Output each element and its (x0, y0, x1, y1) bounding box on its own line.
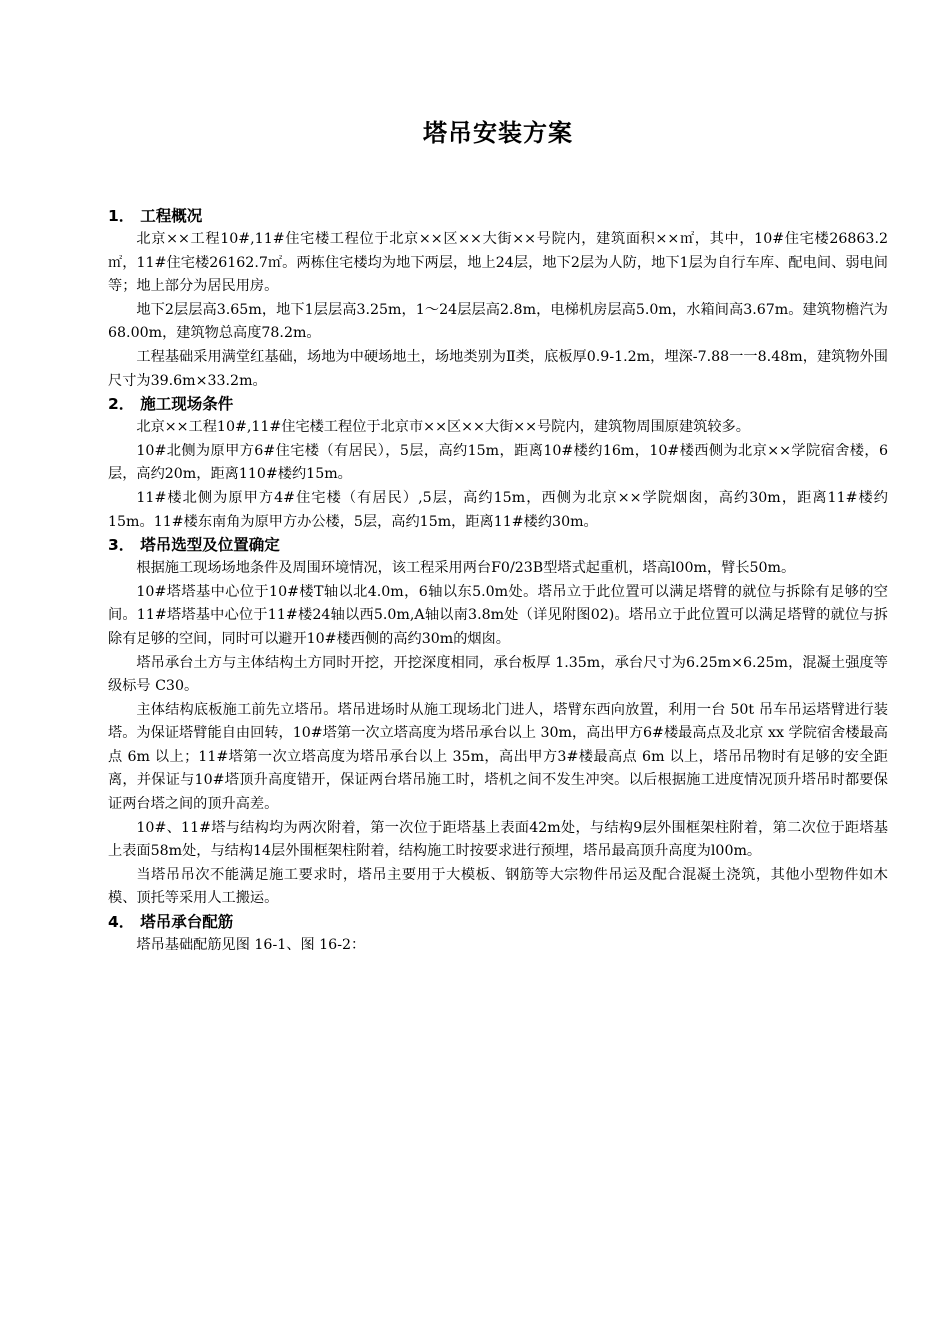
section-number: 2． (108, 395, 135, 414)
section-title: 塔吊选型及位置确定 (140, 536, 280, 555)
paragraph: 塔吊承台土方与主体结构土方同时开挖，开挖深度相同，承台板厚 1.35m，承台尺寸为6.25m×6.25m，混凝土强度等级标号 C30。 (108, 654, 888, 695)
paragraph: 北京××工程10#,11#住宅楼工程位于北京××区××大街××号院内，建筑面积××㎡，其中，10#住宅楼26863.2㎡，11#住宅楼26162.7㎡。两栋住宅楼均为地下两层，地上24层，地下2层为人防，地下1层为自行车库、配电间、弱电间等；地上部分为居民用房。 (108, 231, 888, 295)
paragraph: 10#、11#塔与结构均为两次附着，第一次位于距塔基上表面42m处，与结构9层外围框架柱附着，第二次位于距塔基上表面58m处，与结构14层外围框架柱附着，结构施工时按要求进行预埋，塔吊最高顶升高度为l00m。 (108, 819, 888, 860)
document-title: 塔吊安装方案 (423, 119, 573, 147)
section-heading (108, 205, 888, 228)
section-title: 施工现场条件 (140, 395, 234, 414)
paragraph: 地下2层层高3.65m，地下1层层高3.25m，1～24层层高2.8m，电梯机房层高5.0m，水箱间高3.67m。建筑物檐汽为68.00m，建筑物总高度78.2m。 (108, 301, 888, 342)
paragraph: 当塔吊吊次不能满足施工要求时，塔吊主要用于大模板、钢筋等大宗物件吊运及配合混凝土浇筑，其他小型物件如木模、顶托等采用人工搬运。 (108, 866, 888, 907)
section-title: 塔吊承台配筋 (140, 913, 234, 932)
paragraph: 工程基础采用满堂红基础，场地为中硬场地土，场地类别为Ⅱ类，底板厚0.9-1.2m，埋深-7.88一一8.48m，建筑物外围尺寸为39.6m×33.2m。 (108, 348, 888, 389)
paragraph: 11#楼北侧为原甲方4#住宅楼（有居民）,5层，高约15m，西侧为北京××学院烟囱，高约30m，距离11#楼约15m。11#楼东南角为原甲方办公楼，5层，高约15m，距离11#楼约30m。 (108, 489, 888, 530)
paragraph: 塔吊基础配筋见图 16-1、图 16-2： (136, 937, 366, 954)
paragraph: 10#北侧为原甲方6#住宅楼（有居民），5层，高约15m，距离10#楼约16m，10#楼西侧为北京××学院宿舍楼，6层，高约20m，距离110#楼约15m。 (108, 442, 888, 483)
section-foundation-reinforcement (108, 911, 888, 958)
section-site-conditions (108, 393, 888, 534)
paragraph: 北京××工程10#,11#住宅楼工程位于北京市××区××大街××号院内，建筑物周围原建筑较多。 (136, 419, 750, 436)
section-heading (108, 393, 888, 416)
section-number: 3． (108, 536, 135, 555)
document-body (108, 205, 888, 958)
section-title: 工程概况 (140, 207, 203, 225)
section-heading (108, 534, 888, 557)
paragraph: 10#塔塔基中心位于10#楼T轴以北4.0m，6轴以东5.0m处。塔吊立于此位置可以满足塔臂的就位与拆除有足够的空间。11#塔塔基中心位于11#楼24轴以西5.0m,A轴以南3.8m处（详见附图02)。塔吊立于此位置可以满足塔臂的就位与拆除有足够的空间，同时可以避开10#楼西侧的高约30m的烟囱。 (108, 583, 888, 647)
section-number: 4． (108, 913, 135, 932)
section-heading (108, 911, 888, 934)
paragraph: 主体结构底板施工前先立塔吊。塔吊进场时从施工现场北门进人，塔臂东西向放置，利用一台 50t 吊车吊运塔臂进行装塔。为保证塔臂能自由回转，10#塔第一次立塔高度为塔吊承台以上 30m，高出甲方6#楼最高点及北京 xx 学院宿舍楼最高点 6m 以上；11#塔第一次立塔高度为塔吊承台以上 35m，高出甲方3#楼最高点 6m 以上，塔吊吊物时有足够的安全距离，并保证与10#塔顶升高度错开，保证两台塔吊施工时，塔机之间不发生冲突。以后根据施工进度情况顶升塔吊时都要保证两台塔之间的顶升高差。 (108, 701, 888, 813)
section-crane-selection (108, 534, 888, 911)
section-number: 1． (108, 207, 135, 225)
paragraph: 根据施工现场场地条件及周围环境情况，该工程采用两台F0/23B型塔式起重机，塔高l00m，臂长50m。 (136, 560, 796, 577)
section-project-overview (108, 205, 888, 393)
